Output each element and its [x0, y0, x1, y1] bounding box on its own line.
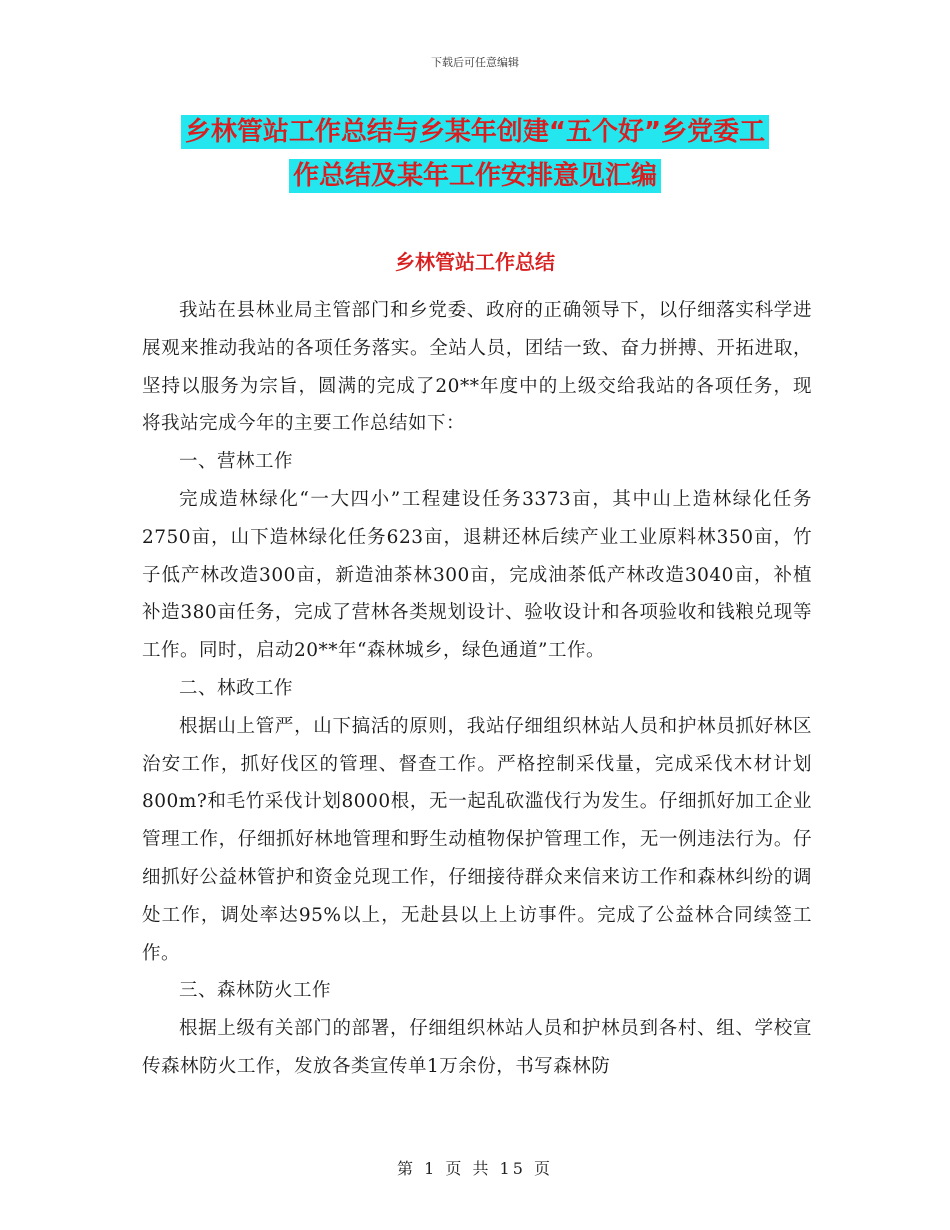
header-note: 下载后可任意编辑 — [431, 56, 519, 69]
paragraph-afforestation: 完成造林绿化“一大四小”工程建设任务3373亩，其中山上造林绿化任务2750亩，山下造林绿化任务623亩，退耕还林后续产业工业原料林350亩，竹子低产林改造300亩，新造油茶林300亩，完成油茶低产林改造3040亩，补植补造380亩任务，完成了营林各类规划设计、验收设计和各项验收和钱粮兑现等工作。同时，启动20**年“森林城乡，绿色通道”工作。 — [142, 488, 812, 662]
paragraph-intro: 我站在县林业局主管部门和乡党委、政府的正确领导下，以仔细落实科学进展观来推动我站的各项任务落实。全站人员，团结一致、奋力拼搏、开拓进取，坚持以服务为宗旨，圆满的完成了20**年度中的上级交给我站的各项任务，现将我站完成今年的主要工作总结如下： — [142, 300, 812, 435]
heading-fire-prevention: 三、森林防火工作 — [179, 980, 332, 1002]
section-title: 乡林管站工作总结 — [395, 250, 555, 274]
heading-forest-administration: 二、林政工作 — [179, 677, 294, 699]
heading-afforestation: 一、营林工作 — [179, 451, 294, 473]
paragraph-fire-prevention: 根据上级有关部门的部署，仔细组织林站人员和护林员到各村、组、学校宣传森林防火工作，发放各类宣传单1万余份，书写森林防 — [142, 1018, 812, 1077]
page-number: 第 1 页 共 15 页 — [397, 1159, 553, 1178]
paragraph-forest-administration: 根据山上管严，山下搞活的原则，我站仔细组织林站人员和护林员抓好林区治安工作，抓好伐区的管理、督查工作。严格控制采伐量，完成采伐木材计划800m?和毛竹采伐计划8000根，无一起乱砍滥伐行为发生。仔细抓好加工企业管理工作，仔细抓好林地管理和野生动植物保护管理工作，无一例违法行为。仔细抓好公益林管护和资金兑现工作，仔细接待群众来信来访工作和森林纠纷的调处工作，调处率达95%以上，无赴县以上上访事件。完成了公益林合同续签工作。 — [142, 715, 812, 964]
title-line-2: 作总结及某年工作安排意见汇编 — [289, 159, 661, 193]
document-body — [142, 292, 812, 1086]
title-line-1: 乡林管站工作总结与乡某年创建“五个好”乡党委工 — [181, 115, 769, 149]
document-title — [0, 110, 950, 198]
